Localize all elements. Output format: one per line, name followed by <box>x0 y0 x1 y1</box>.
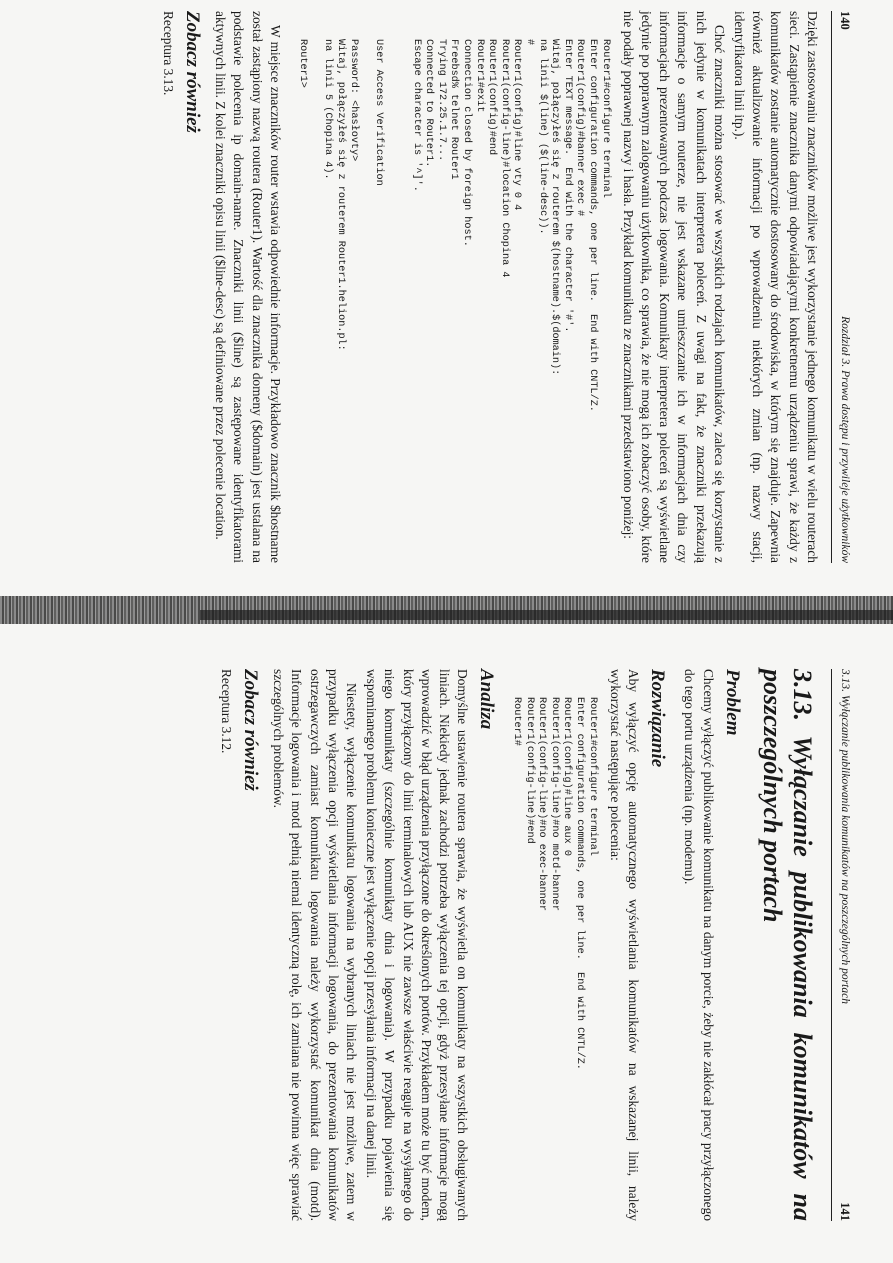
running-head <box>831 669 854 1221</box>
paragraph: W miejsce znaczników router wstawia odpowiednie informacje. Przykładowo znacznik $hostname został zastąpiony nazwą routera (Router1). Wartość dla znacznika domeny ($domain) jest ustalana na podstawie polecenia ip domain-name. Znaczniki linii ($line) są zastępowane identyfikatorami aktywnych linii. Z kolei znaczniki opisu linii ($line-desc) są definiowane przez polecenie location. <box>213 11 283 563</box>
section-title: 3.13. Wyłączanie publikowania komunikatów na poszczególnych portach <box>757 669 817 1221</box>
binding-gutter-dark <box>200 610 893 620</box>
see-also-heading: Zobacz również <box>239 669 261 791</box>
page-body <box>217 669 817 1221</box>
running-head-title: Rozdział 3. Prawa dostępu i przywileje użytkowników <box>839 316 851 563</box>
solution-heading: Rozwiązanie <box>647 669 669 768</box>
page-number: 141 <box>838 1202 852 1221</box>
paragraph: Niestety, wyłączenie komunikatu logowania na wybranych liniach nie jest możliwe, zatem w przypadku wyłączenia opcji wyświetlania informacji logowania, do prezentowania komunikatów ostrzegawczych zamiast komunikatu logowania należy wykorzystać komunikat dnia (motd). Informacje logowania i motd pełnią niemal identyczną rolę, ich zamiana nie powinna więc sprawiać szczególnych problemów. <box>271 669 359 1221</box>
paragraph: Choć znaczniki można stosować we wszystkich rodzajach komunikatów, zaleca się korzystanie z nich jedynie w komunikatach interpretera poleceń. Z uwagi na fakt, że znaczniki przekazują informacje o samym routerze, nie jest wskazane umieszczanie ich w informacjach dnia czy informacjach prezentowanych podczas logowania. Komunikaty interpretera poleceń są wyświetlane jedynie po poprawnym zalogowaniu użytkownika, co sprawia, że nie mogą ich zobaczyć osoby, które nie podały poprawnej nazwy i hasła. Przykład komunikatu ze znacznikami przedstawiono poniżej: <box>620 11 727 563</box>
see-also-text: Receptura 3.12. <box>218 669 234 754</box>
paragraph: Domyślne ustawienie routera sprawia, że wyświetla on komunikaty na wszystkich obsługiwanych liniach. Niekiedy jednak zachodzi potrzeba wyłączenia tej opcji, gdyż przesyłane informacje mogą wprowadzić w błąd urządzenia przyłączone do określonych portów. Przykładem może tu być modem, który przyłączony do linii terminalowych lub AUX nie zawsze właściwie reaguje na wysyłanego do niego komunikaty (szczególnie komunikaty dnia i logowania). W przypadku pojawienia się wspominanego problemu konieczne jest wyłączenie opcji przesyłania informacji na danej linii. <box>364 669 471 1221</box>
paragraph: Dzięki zastosowaniu znaczników możliwe jest wykorzystanie jednego komunikatu w wielu routerach sieci. Zastąpienie znacznika danymi odpowiadającymi konkretnemu urządzeniu sprawi, że każdy z komunikatów zostanie automatycznie dostosowany do środowiska, w którym się znajduje. Zapewnia również aktualizowanie informacji po wprowadzeniu niektórych zmian (np. nazwy stacji, identyfikatora linii itp.). <box>731 11 820 563</box>
page-140 <box>18 0 868 577</box>
page-body <box>159 11 821 563</box>
page-141 <box>18 655 868 1235</box>
running-head <box>831 11 854 563</box>
see-also-heading: Zobacz również <box>181 11 203 133</box>
analysis-heading: Analiza <box>476 669 498 730</box>
problem-heading: Problem <box>721 669 743 736</box>
page-number: 140 <box>838 11 852 30</box>
running-head-title: 3.13. Wyłączanie publikowania komunikatów na poszczególnych portach <box>839 669 851 1004</box>
paragraph: Aby wyłączyć opcję automatycznego wyświetlania komunikatów na wskazanej linii, należy wykorzystać następujące polecenia: <box>607 669 641 1221</box>
see-also-text: Receptura 3.13. <box>160 11 176 96</box>
code-listing: Router1#configure terminal Enter configuration commands, one per line. End with CNTL/Z. Router1(config)#banner exec # Enter TEXT message. End with the character '#'. Witaj, połączyłeś się z routerem $(hostname).$(domain): na linii $(line) ($(line-desc)). # Router1(config)#line vty 0 4 Router1(config-line)#location Chopina 4 Router1(config)#end Router1#exit Connection closed by foreign host. Freebsd% telnet Router1 Trying 172.25.1.7... Connected to Router1. Escape character is '^]'. User Access Verification Password: <hasłovty> Witaj, połączyłeś się z routerem Router1.helion.pl: na linii 5 (Chopina 4). Router1> <box>297 39 611 412</box>
code-listing: Router1#configure terminal Enter configuration commands, one per line. End with CNTL/Z. Router1(config)#line aux 0 Router1(config-line)#no motd-banner Router1(config-line)#no exec-banner Router1(config-line)#end Router1# <box>511 697 598 1070</box>
paragraph: Chcemy wyłączyć publikowanie komunikatu na danym porcie, żeby nie zakłócał pracy przyłączonego do tego portu urządzenia (np. modemu). <box>682 669 716 1221</box>
